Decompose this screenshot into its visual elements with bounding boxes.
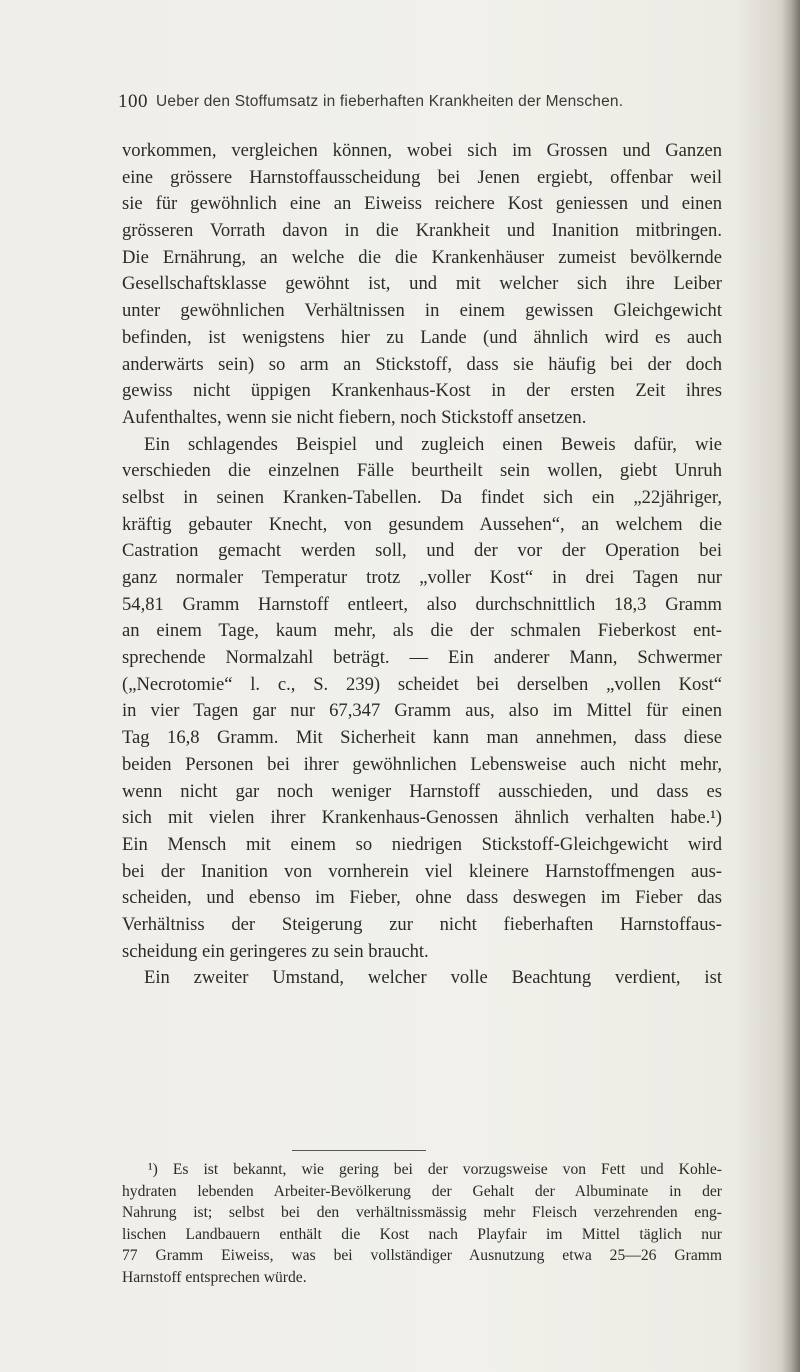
body-line: ganz normaler Temperatur trotz „voller Kost“ in drei Tagen nur bbox=[122, 567, 722, 588]
body-line: bei der Inanition von vornherein viel kleinere Harnstoffmengen aus- bbox=[122, 860, 722, 882]
page-header bbox=[118, 91, 718, 119]
body-line: beiden Personen bei ihrer gewöhnlichen Lebensweise auch nicht mehr, bbox=[122, 753, 722, 775]
page-number: 100 bbox=[118, 91, 148, 112]
running-head: Ueber den Stoffumsatz in fieberhaften Krankheiten der Menschen. bbox=[156, 93, 624, 110]
body-line: eine grössere Harnstoffausscheidung bei Jenen ergiebt, offenbar weil bbox=[122, 166, 722, 188]
body-line: Verhältniss der Steigerung zur nicht fieberhaften Harnstoffaus- bbox=[122, 913, 722, 935]
body-line: Aufenthaltes, wenn sie nicht fiebern, noch Stickstoff ansetzen. bbox=[122, 406, 587, 428]
body-line: selbst in seinen Kranken-Tabellen. Da findet sich ein „22jähriger, bbox=[122, 486, 722, 508]
footnote-line: hydraten lebenden Arbeiter-Bevölkerung der Gehalt der Albuminate in der bbox=[122, 1182, 722, 1200]
body-line: Gesellschaftsklasse gewöhnt ist, und mit welcher sich ihre Leiber bbox=[122, 273, 722, 295]
body-line: sprechende Normalzahl beträgt. — Ein anderer Mann, Schwermer bbox=[122, 647, 722, 669]
body-text bbox=[122, 138, 722, 992]
body-line: Ein zweiter Umstand, welcher volle Beachtung verdient, ist bbox=[144, 967, 722, 989]
body-line: scheidung ein geringeres zu sein braucht. bbox=[122, 940, 429, 962]
footnote-line: Harnstoff entsprechen würde. bbox=[122, 1268, 307, 1286]
body-line: wenn nicht gar noch weniger Harnstoff ausschieden, und dass es bbox=[122, 780, 722, 802]
body-line: Ein schlagendes Beispiel und zugleich einen Beweis dafür, wie bbox=[144, 433, 722, 455]
body-line: („Necrotomie“ l. c., S. 239) scheidet bei derselben „vollen Kost“ bbox=[122, 673, 722, 695]
body-line: Castration gemacht werden soll, und der vor der Operation bei bbox=[122, 540, 722, 562]
body-line: sich mit vielen ihrer Krankenhaus-Genossen ähnlich verhalten habe.¹) bbox=[122, 807, 722, 829]
body-line: Die Ernährung, an welche die die Krankenhäuser zumeist bevölkernde bbox=[122, 246, 722, 268]
body-line: gewiss nicht üppigen Krankenhaus-Kost in der ersten Zeit ihres bbox=[122, 380, 722, 402]
body-line: unter gewöhnlichen Verhältnissen in einem gewissen Gleichgewicht bbox=[122, 300, 722, 322]
body-line: verschieden die einzelnen Fälle beurtheilt sein wollen, giebt Unruh bbox=[122, 460, 722, 482]
footnote-line: 77 Gramm Eiweiss, was bei vollständiger Ausnutzung etwa 25—26 Gramm bbox=[122, 1247, 722, 1265]
body-line: sie für gewöhnlich eine an Eiweiss reichere Kost geniessen und einen bbox=[122, 193, 722, 215]
body-line: befinden, ist wenigstens hier zu Lande (und ähnlich wird es auch bbox=[122, 326, 722, 348]
page-binding-edge bbox=[782, 0, 800, 1372]
footnote-line: Nahrung ist; selbst bei den verhältnissmässig mehr Fleisch verzehrenden eng- bbox=[122, 1204, 722, 1222]
body-line: Tag 16,8 Gramm. Mit Sicherheit kann man annehmen, dass diese bbox=[122, 727, 722, 749]
body-line: grösseren Vorrath davon in die Krankheit und Inanition mitbringen. bbox=[122, 220, 722, 242]
body-line: anderwärts sein) so arm an Stickstoff, dass sie häufig bei der doch bbox=[122, 353, 722, 375]
footnote-line: ¹) Es ist bekannt, wie gering bei der vorzugsweise von Fett und Kohle- bbox=[148, 1161, 722, 1178]
body-line: in vier Tagen gar nur 67,347 Gramm aus, also im Mittel für einen bbox=[122, 700, 722, 722]
body-line: kräftig gebauter Knecht, von gesundem Aussehen“, an welchem die bbox=[122, 513, 722, 535]
body-line: vorkommen, vergleichen können, wobei sich im Grossen und Ganzen bbox=[122, 140, 722, 161]
body-line: scheiden, und ebenso im Fieber, ohne dass deswegen im Fieber das bbox=[122, 887, 722, 909]
body-line: 54,81 Gramm Harnstoff entleert, also durchschnittlich 18,3 Gramm bbox=[122, 593, 722, 615]
footnote-rule bbox=[292, 1150, 426, 1151]
footnote-line: lischen Landbauern enthält die Kost nach Playfair im Mittel täglich nur bbox=[122, 1225, 722, 1243]
body-line: Ein Mensch mit einem so niedrigen Stickstoff-Gleichgewicht wird bbox=[122, 833, 722, 855]
body-line: an einem Tage, kaum mehr, als die der schmalen Fieberkost ent- bbox=[122, 620, 722, 642]
footnote bbox=[122, 1159, 722, 1289]
